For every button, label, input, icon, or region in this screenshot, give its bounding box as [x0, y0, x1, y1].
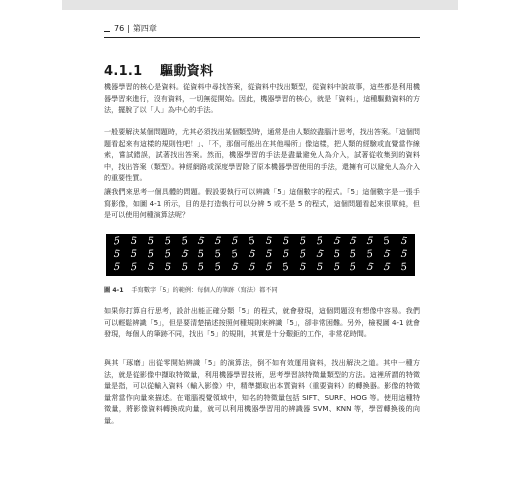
digit-cell: 5 [265, 261, 273, 274]
digit-cell: 5 [366, 235, 375, 248]
digit-cell: 5 [315, 235, 324, 248]
digit-cell: 5 [265, 248, 273, 261]
digit-cell: 5 [332, 261, 340, 274]
caption-text: 手寫數字「5」的範例：每個人的筆跡（寫法）都不同 [131, 287, 278, 294]
digit-cell: 5 [316, 261, 323, 274]
header-rule [104, 37, 420, 38]
digit-cell: 5 [147, 248, 155, 261]
digit-cell: 5 [366, 248, 375, 261]
digit-cell: 5 [214, 261, 223, 274]
digit-cell: 5 [400, 248, 408, 261]
digit-cell: 5 [231, 235, 239, 248]
digit-cell: 5 [164, 261, 171, 274]
digit-cell: 5 [180, 235, 189, 248]
digit-cell: 5 [113, 261, 121, 274]
digit-cell: 5 [400, 235, 408, 248]
digit-cell: 5 [248, 248, 256, 261]
digit-cell: 5 [113, 235, 121, 248]
digit-cell: 5 [282, 235, 289, 248]
paragraph-1: 機器學習的核心是資料。從資料中尋找答案，從資料中找出類型，從資料中說故事，這些都是利用機器學習來進行，沒有資料，一切無從開始。因此，機器學習的核心，就是「資料」，這種驅動資料的方法，擺脫了以「人」為中心的手法。 [104, 82, 420, 115]
digit-cell: 5 [248, 261, 256, 274]
digit-cell: 5 [130, 249, 137, 260]
digit-cell: 5 [349, 235, 358, 248]
digit-cell: 5 [214, 248, 223, 261]
digit-cell: 5 [247, 235, 257, 248]
digit-cell: 5 [130, 261, 137, 274]
digit-cell: 5 [332, 235, 341, 248]
handwritten-digits-figure [106, 234, 415, 276]
chapter-label: 第四章 [132, 23, 157, 33]
digit-cell: 5 [383, 261, 392, 274]
digit-cell: 5 [197, 235, 206, 248]
paragraph-4: 如果你打算自行思考，設計出能正確分類「5」的程式，就會發現，這個問題沒有想像中容易。我們可以輕鬆辨識「5」，但是要清楚描述按照何種規則來辨識「5」，卻非常困難。另外，檢視圖 4-1 就會發現，每個人的筆跡不同，找出「5」的規則，其實是十分艱鉅的工作，非常花時間。 [104, 306, 420, 339]
digit-cell: 5 [349, 248, 358, 261]
digit-cell: 5 [113, 248, 121, 261]
digit-cell: 5 [399, 261, 409, 274]
digit-cell: 5 [265, 235, 273, 248]
page-top-band [62, 0, 458, 10]
digit-cell: 5 [299, 261, 307, 274]
figure-caption [104, 285, 278, 294]
digit-cell: 5 [281, 261, 291, 274]
header-mark [104, 31, 110, 32]
digit-cell: 5 [163, 235, 172, 248]
section-heading [104, 60, 213, 79]
caption-label: 圖 4-1 [104, 287, 124, 294]
digit-cell: 5 [230, 248, 240, 261]
paragraph-3: 讓我們來思考一個具體的問題。假設要執行可以辨識「5」這個數字的程式。「5」這個數字是一張手寫影像，如圖 4-1 所示，目的是打造執行可以分辨 5 或不是 5 的程式，這個問題看起來很單純，但是可以使用何種演算法呢？ [104, 187, 420, 220]
digit-cell: 5 [180, 262, 188, 273]
digit-cell: 5 [214, 235, 223, 248]
paragraph-2: 一般要解決某個問題時，尤其必須找出某個類型時，通常是由人類絞盡腦汁思考，找出答案。「這個問題看起來有這樣的規則性吧！」、「不，那個可能出在其他場所」像這樣，把人類的經驗或直覺當作線索，嘗試錯誤，試著找出答案。然而，機器學習的手法是盡量避免人為介入，試著從收集到的資料中，找出答案（類型）。神經網路或深度學習除了原本機器學習使用的手法，還擁有可以避免人為介入的重要性質。 [104, 127, 420, 183]
header-separator: | [127, 23, 130, 33]
digit-cell: 5 [282, 248, 289, 261]
running-header [104, 21, 420, 35]
page-number: 76 [114, 23, 125, 33]
digit-cell: 5 [299, 248, 307, 261]
digit-cell: 5 [366, 261, 375, 274]
digit-cell: 5 [197, 248, 206, 261]
section-number: 4.1.1 [104, 64, 143, 79]
digit-cell: 5 [349, 261, 358, 274]
digit-cell: 5 [163, 248, 172, 261]
digit-cell: 5 [315, 248, 325, 261]
digit-cell: 5 [147, 261, 155, 274]
digit-cell: 5 [332, 248, 340, 261]
digit-cell: 5 [231, 261, 240, 274]
digit-cell: 5 [383, 248, 392, 261]
digit-cell: 5 [382, 235, 392, 248]
paragraph-5: 與其「琢磨」出從零開始辨識「5」的演算法，倒不如有效運用資料，找出解決之道。其中一種方法，就是從影像中擷取特徵量，利用機器學習技術，思考學習該特徵量類型的方法。這裡所謂的特徵量是指，可以從輸入資料（輸入影像）中，精準擷取出本質資料（重要資料）的轉換器。影像的特徵量常當作向量來描述。在電腦視覺領域中，知名的特徵量包括 SIFT、SURF、HOG 等。使用這種特徵量，將影像資料轉換成向量，就可以利用機器學習用的辨識器 SVM、KNN 等，學習轉換後的向量。 [104, 358, 420, 425]
digit-cell: 5 [180, 248, 189, 261]
digit-cell: 5 [299, 235, 307, 248]
digit-cell: 5 [130, 235, 137, 248]
digit-cell: 5 [147, 235, 155, 248]
section-title: 驅動資料 [160, 64, 214, 79]
digit-cell: 5 [197, 261, 206, 274]
